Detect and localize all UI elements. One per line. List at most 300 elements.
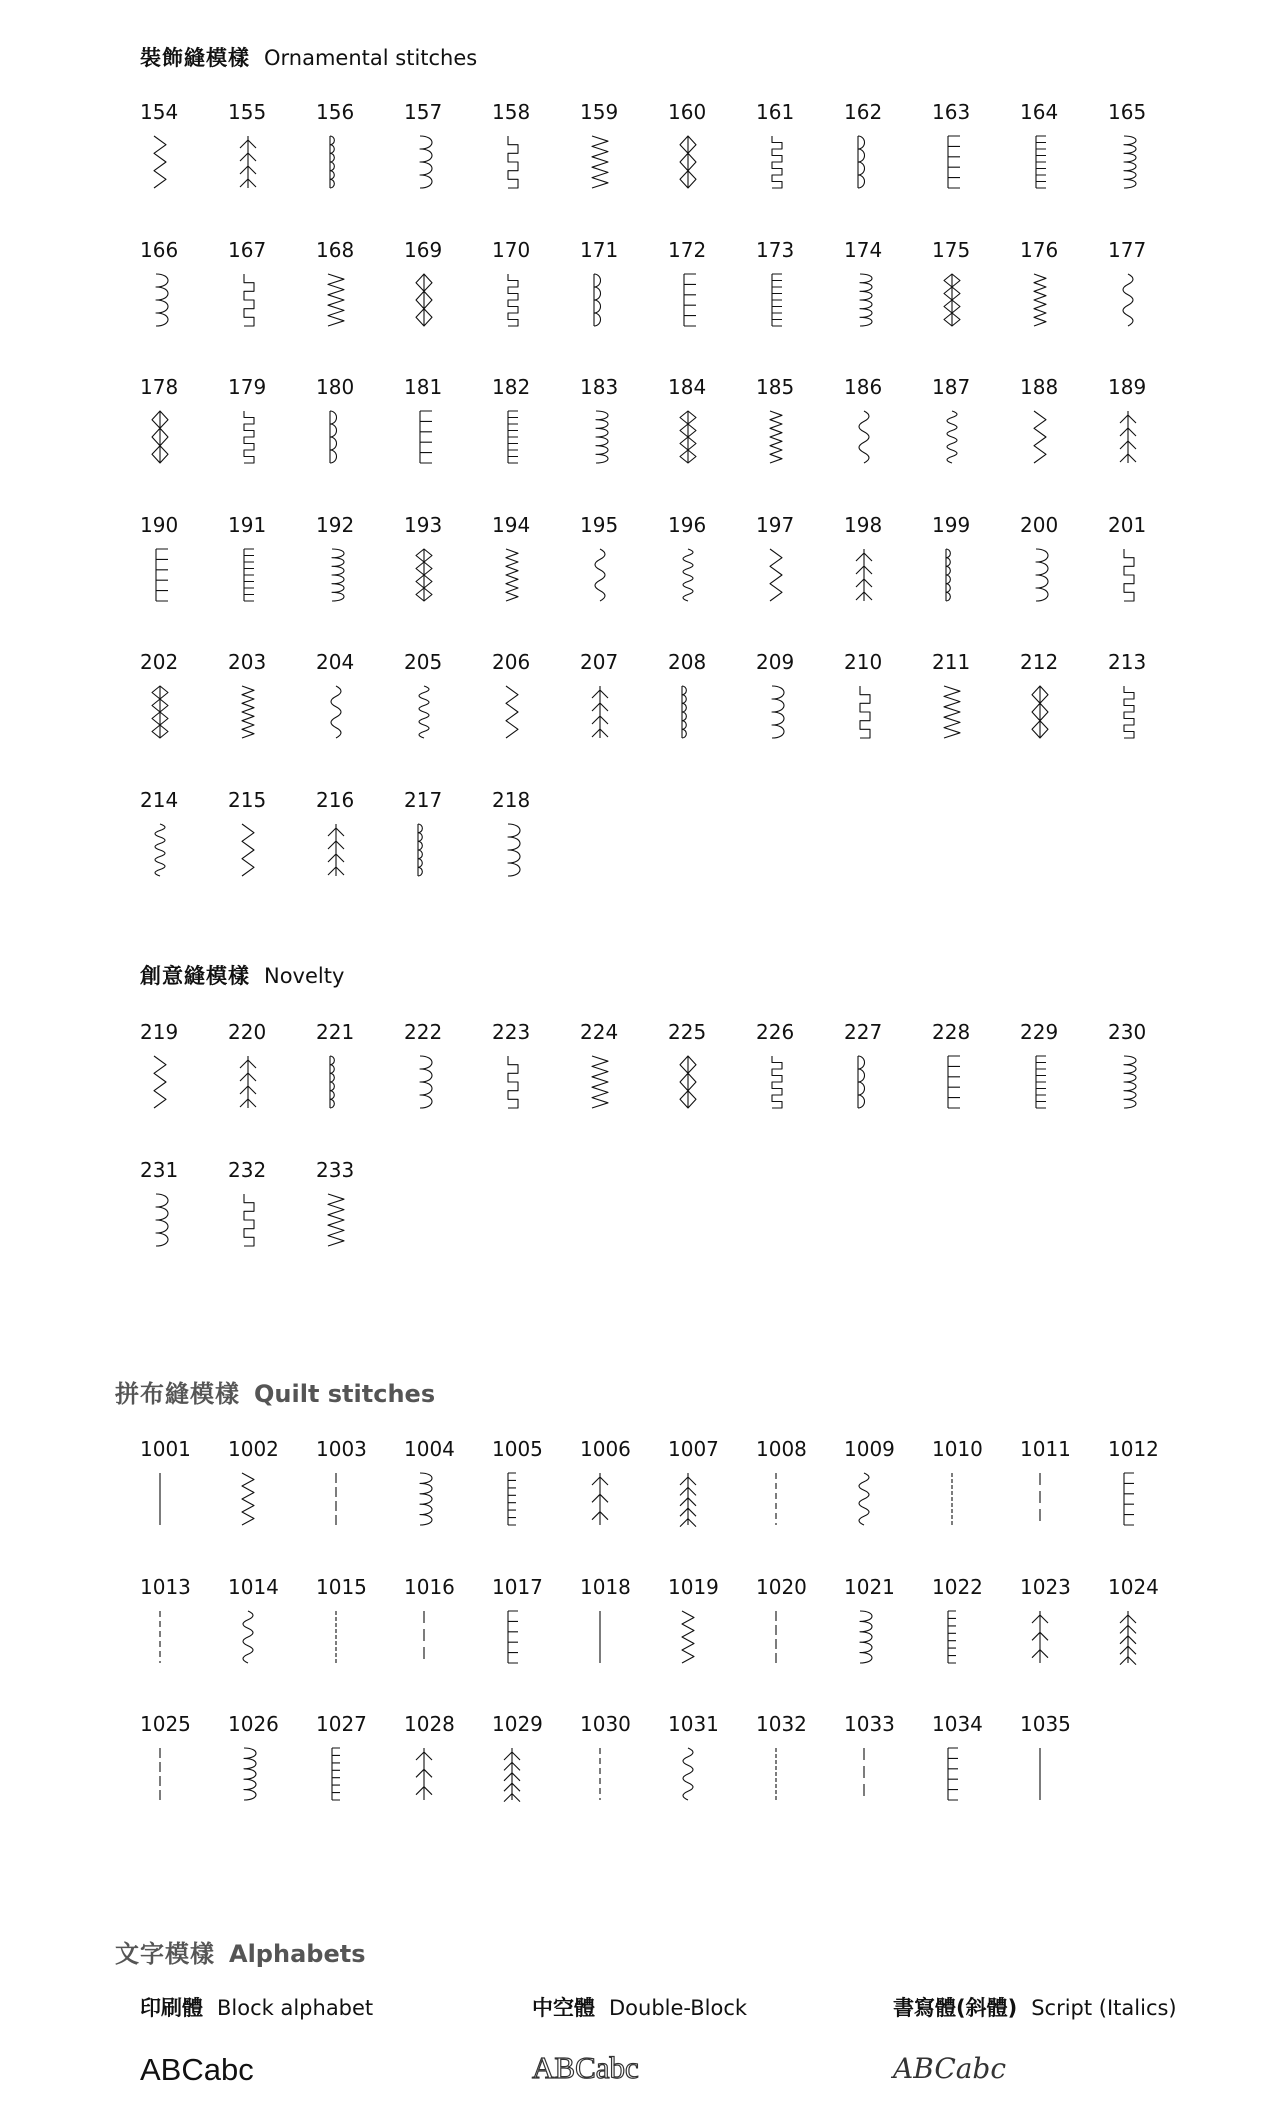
stitch-1018 [580,1575,666,1675]
stitch-number: 222 [404,1020,443,1044]
stitch-path [948,136,960,188]
stitch-path [684,274,696,326]
stitch-204 [316,650,402,750]
stitch-number: 228 [932,1020,971,1044]
stitch-pattern-icon [844,134,884,190]
stitch-185 [756,375,842,475]
stitch-path [1032,686,1048,738]
stitch-1008 [756,1437,842,1537]
stitch-number: 1004 [404,1437,455,1461]
stitch-path [860,1611,872,1663]
stitch-path [508,1611,518,1663]
stitch-number: 1022 [932,1574,983,1599]
stitch-pattern-icon [316,272,356,328]
stitch-path [860,274,872,326]
stitch-211 [932,650,1018,750]
stitch-path [244,411,254,463]
stitch-path [330,136,334,188]
stitch-number: 1021 [844,1574,895,1599]
stitch-pattern-icon [932,547,972,603]
stitch-219 [140,1020,226,1120]
stitch-path [240,1056,256,1108]
stitch-pattern-icon [140,1746,180,1802]
stitch-231 [140,1158,226,1258]
stitch-1026 [228,1712,314,1812]
stitch-pattern-icon [140,1192,180,1248]
stitch-number: 193 [404,512,443,537]
stitch-pattern-icon [140,1471,180,1527]
stitch-pattern-icon [668,134,708,190]
stitch-path [242,824,254,876]
stitch-number: 174 [844,237,883,262]
stitch-number: 1009 [844,1437,895,1461]
stitch-1034 [932,1712,1018,1812]
stitch-pattern-icon [228,684,268,740]
stitch-number: 221 [316,1020,355,1044]
stitch-206 [492,650,578,750]
stitch-number: 179 [228,375,267,399]
block-alphabet-sample: ABCabc [140,2052,254,2087]
stitch-number: 170 [492,237,531,262]
stitch-number: 166 [140,237,179,262]
stitch-number: 164 [1020,100,1059,124]
stitch-pattern-icon [404,547,444,603]
stitch-157 [404,100,490,200]
stitch-pattern-icon [1020,134,1060,190]
stitch-173 [756,238,842,338]
stitch-number: 1012 [1108,1437,1159,1461]
stitch-pattern-icon [316,1746,356,1802]
stitch-pattern-icon [404,409,444,465]
stitch-path [858,136,865,188]
stitch-number: 1006 [580,1437,631,1461]
script-alphabet-label-zh: 書寫體(斜體) [893,1996,1018,2020]
stitch-number: 1010 [932,1437,983,1461]
stitch-number: 194 [492,512,531,537]
stitch-path [243,1611,253,1663]
stitch-225 [668,1020,754,1120]
stitch-number: 1011 [1020,1437,1071,1461]
stitch-pattern-icon [492,272,532,328]
stitch-path [508,1473,516,1525]
stitch-163 [932,100,1018,200]
quilt-heading-zh: 拼布縫模樣 [115,1380,240,1408]
stitch-188 [1020,375,1106,475]
stitch-number: 1018 [580,1574,631,1599]
stitch-pattern-icon [228,409,268,465]
stitch-pattern-icon [140,684,180,740]
stitch-path [682,1611,694,1663]
stitch-pattern-icon [668,684,708,740]
stitch-218 [492,788,578,888]
stitch-number: 233 [316,1157,355,1182]
stitch-path [683,1748,693,1800]
stitch-pattern-icon [1020,409,1060,465]
stitch-number: 218 [492,787,531,812]
stitch-number: 183 [580,375,619,399]
stitch-pattern-icon [492,409,532,465]
stitch-214 [140,788,226,888]
stitch-1009 [844,1437,930,1537]
stitch-path [331,686,341,738]
stitch-path [242,686,254,738]
stitch-pattern-icon [492,1746,532,1802]
stitch-number: 1007 [668,1437,719,1461]
stitch-path [683,549,693,601]
stitch-number: 1031 [668,1712,719,1736]
stitch-number: 1015 [316,1574,367,1599]
stitch-1019 [668,1575,754,1675]
stitch-183 [580,375,666,475]
stitch-path [508,411,518,463]
stitch-path [416,1748,432,1800]
stitch-path [416,274,432,326]
stitch-223 [492,1020,578,1120]
stitch-pattern-icon [316,684,356,740]
stitch-1005 [492,1437,578,1537]
stitch-198 [844,513,930,613]
stitch-216 [316,788,402,888]
stitch-path [330,1056,334,1108]
stitch-1022 [932,1575,1018,1675]
stitch-205 [404,650,490,750]
stitch-1032 [756,1712,842,1812]
stitch-pattern-icon [404,1746,444,1802]
stitch-221 [316,1020,402,1120]
stitch-path [859,411,869,463]
novelty-heading-en: Novelty [264,964,345,988]
stitch-number: 219 [140,1020,179,1044]
stitch-1029 [492,1712,578,1812]
stitch-number: 1025 [140,1712,191,1736]
stitch-number: 178 [140,375,179,399]
stitch-pattern-icon [756,134,796,190]
stitch-181 [404,375,490,475]
stitch-213 [1108,650,1194,750]
stitch-number: 1013 [140,1574,191,1599]
stitch-number: 1030 [580,1712,631,1736]
stitch-number: 1016 [404,1574,455,1599]
stitch-path [859,1473,869,1525]
stitch-164 [1020,100,1106,200]
stitch-path [1034,274,1046,326]
block-alphabet-label-en: Block alphabet [217,1996,374,2020]
stitch-number: 1029 [492,1712,543,1736]
stitch-path [944,274,960,326]
stitch-171 [580,238,666,338]
stitch-184 [668,375,754,475]
stitch-pattern-icon [316,1054,356,1110]
stitch-pattern-icon [404,684,444,740]
stitch-path [1124,1473,1134,1525]
stitch-path [1034,411,1046,463]
stitch-1035 [1020,1712,1106,1812]
stitch-224 [580,1020,666,1120]
stitch-number: 1035 [1020,1712,1071,1736]
stitch-pattern-icon [492,1471,532,1527]
stitch-path [682,686,686,738]
stitch-number: 200 [1020,512,1059,537]
stitch-195 [580,513,666,613]
stitch-pattern-icon [1020,1054,1060,1110]
stitch-number: 182 [492,375,531,399]
stitch-path [1124,549,1134,601]
stitch-number: 1026 [228,1712,279,1736]
stitch-path [156,274,168,326]
stitch-path [947,411,957,463]
stitch-path [419,686,429,738]
alphabets-heading [115,1934,365,1969]
stitch-path [948,1056,960,1108]
stitch-number: 191 [228,512,267,537]
stitch-pattern-icon [316,1471,356,1527]
stitch-1027 [316,1712,402,1812]
stitch-pattern-icon [228,272,268,328]
double-block-label [532,1992,747,2022]
stitch-pattern-icon [228,1746,268,1802]
stitch-number: 1034 [932,1712,983,1736]
stitch-pattern-icon [492,1054,532,1110]
stitch-number: 159 [580,100,619,124]
stitch-path [244,1194,254,1246]
stitch-number: 185 [756,375,795,399]
stitch-pattern-icon [756,1609,796,1665]
stitch-number: 223 [492,1020,531,1044]
stitch-210 [844,650,930,750]
stitch-pattern-icon [756,409,796,465]
stitch-pattern-icon [316,1192,356,1248]
stitch-pattern-icon [844,1609,884,1665]
stitch-1013 [140,1575,226,1675]
stitch-pattern-icon [668,547,708,603]
stitch-pattern-icon [404,272,444,328]
stitch-pattern-icon [844,1746,884,1802]
stitch-192 [316,513,402,613]
stitch-number: 162 [844,100,883,124]
stitch-pattern-icon [756,684,796,740]
stitch-number: 176 [1020,237,1059,262]
stitch-path [592,686,608,738]
stitch-number: 1024 [1108,1574,1159,1599]
stitch-pattern-icon [844,272,884,328]
stitch-1031 [668,1712,754,1812]
stitch-number: 181 [404,375,443,399]
stitch-pattern-icon [228,134,268,190]
stitch-179 [228,375,314,475]
stitch-222 [404,1020,490,1120]
stitch-pattern-icon [492,684,532,740]
stitch-path [1036,549,1048,601]
stitch-path [504,1748,520,1802]
ornamental-heading-en: Ornamental stitches [264,46,478,70]
stitch-186 [844,375,930,475]
stitch-178 [140,375,226,475]
stitch-pattern-icon [932,1609,972,1665]
stitch-1017 [492,1575,578,1675]
stitch-path [595,549,605,601]
stitch-167 [228,238,314,338]
stitch-number: 1033 [844,1712,895,1736]
stitch-193 [404,513,490,613]
stitch-path [772,1056,782,1108]
stitch-path [330,411,337,463]
stitch-pattern-icon [844,684,884,740]
stitch-199 [932,513,1018,613]
stitch-number: 1001 [140,1437,191,1461]
stitch-number: 199 [932,512,971,537]
stitch-pattern-icon [932,134,972,190]
stitch-path [154,136,166,188]
stitch-number: 172 [668,237,707,262]
stitch-pattern-icon [1108,547,1148,603]
stitch-number: 217 [404,787,443,812]
stitch-pattern-icon [404,134,444,190]
script-alphabet-sample: ABCabc [893,2052,1007,2085]
stitch-189 [1108,375,1194,475]
stitch-number: 210 [844,650,883,674]
block-alphabet-label-zh: 印刷體 [140,1996,203,2020]
stitch-path [508,136,518,188]
stitch-number: 1019 [668,1574,719,1599]
stitch-pattern-icon [140,134,180,190]
stitch-number: 158 [492,100,531,124]
stitch-1002 [228,1437,314,1537]
stitch-168 [316,238,402,338]
stitch-pattern-icon [580,547,620,603]
stitch-230 [1108,1020,1194,1120]
stitch-number: 229 [1020,1020,1059,1044]
stitch-path [772,274,782,326]
stitch-170 [492,238,578,338]
stitch-pattern-icon [756,1746,796,1802]
stitch-pattern-icon [1020,1746,1060,1802]
stitch-pattern-icon [228,822,268,878]
stitch-pattern-icon [228,547,268,603]
stitch-number: 209 [756,650,795,674]
stitch-number: 214 [140,787,179,812]
stitch-pattern-icon [1108,1054,1148,1110]
stitch-pattern-icon [404,1054,444,1110]
stitch-pattern-icon [1108,134,1148,190]
stitch-176 [1020,238,1106,338]
stitch-1014 [228,1575,314,1675]
stitch-number: 201 [1108,512,1147,537]
stitch-number: 226 [756,1020,795,1044]
alphabets-heading-zh: 文字模樣 [115,1940,215,1968]
stitch-1025 [140,1712,226,1812]
stitch-pattern-icon [1020,547,1060,603]
stitch-197 [756,513,842,613]
stitch-1021 [844,1575,930,1675]
stitch-166 [140,238,226,338]
stitch-pattern-icon [668,1054,708,1110]
double-block-label-en: Double-Block [609,1996,748,2020]
stitch-pattern-icon [932,409,972,465]
stitch-number: 169 [404,237,443,262]
stitch-number: 173 [756,237,795,262]
stitch-number: 1005 [492,1437,543,1461]
stitch-pattern-icon [580,1746,620,1802]
stitch-200 [1020,513,1106,613]
stitch-number: 180 [316,375,355,399]
stitch-path [332,549,344,601]
stitch-pattern-icon [668,1746,708,1802]
stitch-203 [228,650,314,750]
stitch-pattern-icon [228,1054,268,1110]
stitch-pattern-icon [580,684,620,740]
stitch-number: 165 [1108,100,1147,124]
stitch-165 [1108,100,1194,200]
stitch-pattern-icon [580,1471,620,1527]
stitch-number: 168 [316,237,355,262]
stitch-path [594,274,601,326]
stitch-path [152,411,168,463]
stitch-number: 189 [1108,375,1147,399]
stitch-path [856,549,872,601]
stitch-path [420,136,432,188]
stitch-229 [1020,1020,1106,1120]
stitch-path [506,686,518,738]
stitch-path [152,686,168,738]
stitch-201 [1108,513,1194,613]
stitch-number: 204 [316,650,355,674]
stitch-path [416,549,432,601]
stitch-232 [228,1158,314,1258]
stitch-1020 [756,1575,842,1675]
stitch-1016 [404,1575,490,1675]
stitch-path [332,1748,340,1800]
stitch-177 [1108,238,1194,338]
stitch-number: 156 [316,100,355,124]
stitch-path [680,1056,696,1108]
stitch-174 [844,238,930,338]
stitch-209 [756,650,842,750]
stitch-pattern-icon [1108,409,1148,465]
stitch-number: 186 [844,375,883,399]
stitch-202 [140,650,226,750]
stitch-pattern-icon [580,1054,620,1110]
stitch-pattern-icon [492,547,532,603]
stitch-pattern-icon [140,822,180,878]
script-alphabet-label [893,1992,1177,2022]
stitch-pattern-icon [140,272,180,328]
stitch-pattern-icon [1108,272,1148,328]
stitch-pattern-icon [228,1192,268,1248]
stitch-path [944,686,960,738]
stitch-number: 190 [140,512,179,537]
stitch-number: 1028 [404,1712,455,1736]
stitch-path [680,1473,696,1527]
stitch-number: 167 [228,237,267,262]
stitch-number: 220 [228,1020,267,1044]
stitch-pattern-icon [756,547,796,603]
stitch-number: 1008 [756,1437,807,1461]
stitch-pattern-icon [316,134,356,190]
stitch-pattern-icon [316,409,356,465]
stitch-path [156,1194,168,1246]
stitch-path [418,824,422,876]
stitch-path [946,549,950,601]
stitch-pattern-icon [316,1609,356,1665]
stitch-number: 195 [580,512,619,537]
stitch-path [1120,411,1136,463]
stitch-pattern-icon [756,272,796,328]
stitch-number: 230 [1108,1020,1147,1044]
stitch-path [1120,1611,1136,1665]
stitch-182 [492,375,578,475]
stitch-number: 231 [140,1157,179,1182]
stitch-220 [228,1020,314,1120]
